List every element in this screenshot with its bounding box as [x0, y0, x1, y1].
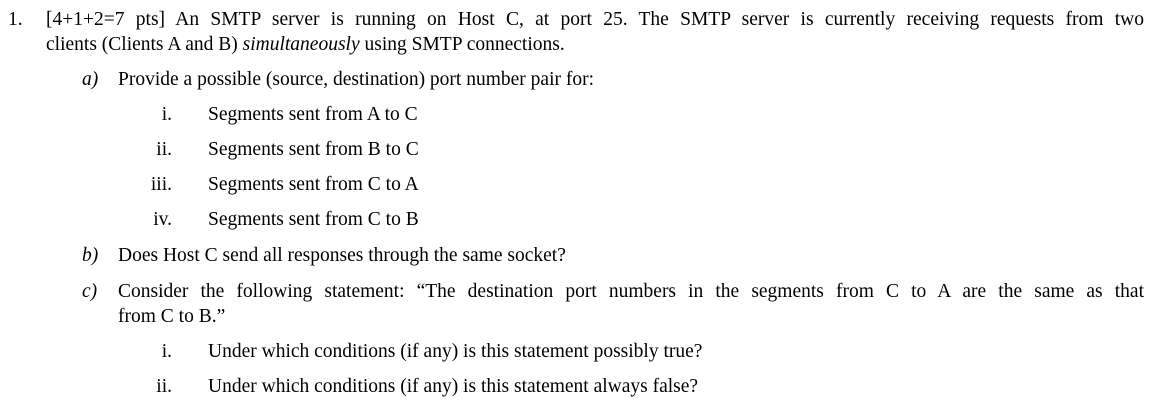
part-a-item-3-number: iii. — [150, 174, 172, 195]
part-c-item-1-text: Under which conditions (if any) is this statement possibly true? — [208, 341, 703, 362]
question-number: 1. — [8, 9, 23, 30]
part-a-item-1-number: i. — [161, 104, 172, 125]
part-a-label: a) — [82, 69, 99, 90]
intro-text: clients (Clients A and B) — [46, 34, 243, 55]
question-intro-line1: [4+1+2=7 pts] An SMTP server is running on Host C, at port 25. The SMTP server is currently receiving requests from two — [46, 9, 1144, 30]
part-c-item-1-number: i. — [161, 341, 172, 362]
part-a-item-1-text: Segments sent from A to C — [208, 104, 418, 125]
part-a-item-3-text: Segments sent from C to A — [208, 174, 419, 195]
part-a-item-4-text: Segments sent from C to B — [208, 209, 419, 230]
part-a-item-2-text: Segments sent from B to C — [208, 139, 419, 160]
question-intro-line2 — [46, 33, 565, 57]
part-c-label: c) — [82, 281, 98, 302]
part-a-item-4-number: iv. — [153, 209, 172, 230]
part-b-text: Does Host C send all responses through the same socket? — [118, 245, 566, 266]
part-b-label: b) — [82, 245, 99, 266]
intro-text-end: using SMTP connections. — [359, 34, 565, 55]
intro-emphasis: simultaneously — [242, 34, 360, 55]
part-c-item-2-text: Under which conditions (if any) is this statement always false? — [208, 376, 699, 397]
part-c-text-line2: from C to B.” — [118, 306, 226, 327]
part-c-item-2-number: ii. — [156, 376, 172, 397]
part-a-item-2-number: ii. — [156, 139, 172, 160]
part-a-text: Provide a possible (source, destination) port number pair for: — [118, 69, 595, 90]
part-c-text-line1: Consider the following statement: “The destination port numbers in the segments from C to A are the same as that — [118, 281, 1144, 302]
